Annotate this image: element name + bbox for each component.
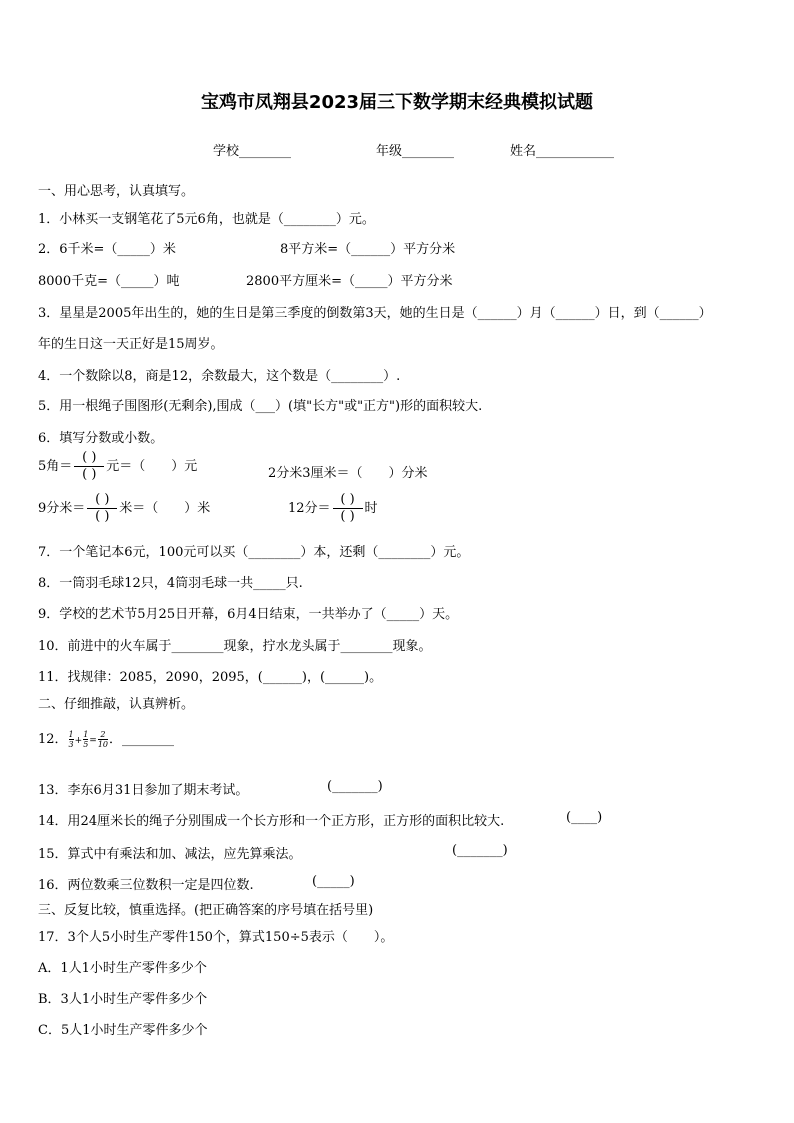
fraction-blank: $\frac{( )}{( )}$ — [333, 492, 363, 525]
question-5: 5．用一根绳子围图形(无剩余),围成（___）(填"长方"或"正方")形的面积较大. — [38, 399, 483, 414]
question-17: 17．3个人5小时生产零件150个，算式150÷5表示（ ）。 — [38, 930, 394, 945]
fraction: $\frac{1}{5}$ — [83, 730, 89, 749]
question-11: 11．找规律：2085，2090，2095，(______)，(______)。 — [38, 670, 383, 685]
question-6-row2-left — [38, 492, 210, 525]
question-12: 12． $\frac{1}{3}$ + $\frac{1}{5}$ = $\frac{2}{10}$ ．________ — [38, 730, 175, 749]
grade-field: 年级________ — [376, 144, 455, 159]
q6-r2-suffix: 米＝（ ）米 — [119, 501, 211, 516]
question-14-blank: (____) — [566, 810, 603, 825]
option-b: B．3人1小时生产零件多少个 — [38, 992, 208, 1007]
q6-r2b-suffix: 时 — [364, 501, 378, 516]
page-title: 宝鸡市凤翔县2023届三下数学期末经典模拟试题 — [200, 92, 594, 113]
q6-r1-prefix: 5角＝ — [38, 459, 73, 474]
question-1: 1．小林买一支钢笔花了5元6角，也就是（________）元。 — [38, 212, 375, 227]
question-9: 9．学校的艺术节5月25日开幕，6月4日结束，一共举办了（_____）天。 — [38, 607, 459, 622]
question-4: 4．一个数除以8，商是12，余数最大，这个数是（________）. — [38, 369, 401, 384]
q6-r1-suffix: 元＝（ ）元 — [106, 459, 198, 474]
question-15-blank: (_______) — [452, 843, 508, 858]
question-6: 6．填写分数或小数。 — [38, 431, 164, 446]
question-16: 16．两位数乘三位数积一定是四位数. — [38, 878, 254, 893]
question-13: 13．李东6月31日参加了期末考试。 — [38, 783, 249, 798]
fraction-blank: $\frac{( )}{( )}$ — [74, 450, 104, 483]
question-2a: 2．6千米=（_____）米 — [38, 242, 176, 257]
q6-r2b-prefix: 12分＝ — [288, 501, 331, 516]
option-c: C．5人1小时生产零件多少个 — [38, 1023, 208, 1038]
fraction: $\frac{2}{10}$ — [97, 730, 109, 749]
name-field: 姓名____________ — [510, 144, 615, 159]
question-8: 8．一筒羽毛球12只，4筒羽毛球一共_____只. — [38, 576, 303, 591]
question-16-blank: (_____) — [312, 874, 355, 889]
question-15: 15．算式中有乘法和加、减法，应先算乘法。 — [38, 847, 302, 862]
q6-r2-prefix: 9分米＝ — [38, 501, 86, 516]
section-3-heading: 三、反复比较，慎重选择。(把正确答案的序号填在括号里) — [38, 903, 374, 918]
question-2c: 8000千克=（_____）吨 — [38, 274, 180, 289]
option-a: A．1人1小时生产零件多少个 — [38, 961, 207, 976]
school-field: 学校________ — [213, 144, 292, 159]
question-2d: 2800平方厘米=（_____）平方分米 — [246, 274, 453, 289]
question-6-row1-right: 2分米3厘米＝（ ）分米 — [268, 466, 428, 481]
question-6-row1-left — [38, 450, 197, 483]
question-3-line1: 3．星星是2005年出生的，她的生日是第三季度的倒数第3天，她的生日是（______）月（______）日，到（______） — [38, 306, 712, 321]
question-6-row2-right — [288, 492, 378, 525]
question-3-line2: 年的生日这一天正好是15周岁。 — [38, 337, 224, 352]
fraction: $\frac{1}{3}$ — [68, 730, 74, 749]
question-2b: 8平方米=（______）平方分米 — [280, 242, 456, 257]
question-13-blank: (_______) — [327, 779, 383, 794]
question-10: 10．前进中的火车属于________现象，拧水龙头属于________现象。 — [38, 639, 432, 654]
fraction-blank: $\frac{( )}{( )}$ — [87, 492, 117, 525]
section-2-heading: 二、仔细推敲，认真辨析。 — [38, 697, 195, 712]
question-14: 14．用24厘米长的绳子分别围成一个长方形和一个正方形，正方形的面积比较大. — [38, 814, 505, 829]
section-1-heading: 一、用心思考，认真填写。 — [38, 184, 195, 199]
question-7: 7．一个笔记本6元，100元可以买（________）本，还剩（________）元。 — [38, 545, 470, 560]
